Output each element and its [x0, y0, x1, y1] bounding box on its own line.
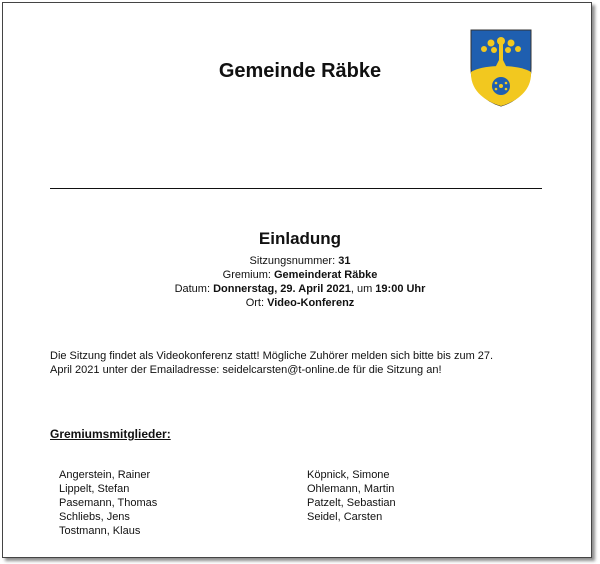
list-item: Schliebs, Jens — [59, 511, 130, 523]
place-value: Video-Konferenz — [267, 297, 355, 309]
list-item: Lippelt, Stefan — [59, 483, 130, 495]
list-item: Ohlemann, Martin — [307, 483, 395, 495]
list-item: Köpnick, Simone — [307, 469, 390, 481]
notice-paragraph — [50, 349, 570, 377]
list-item: Angerstein, Rainer — [59, 469, 151, 481]
date-label: Datum: — [174, 283, 214, 295]
place-line — [0, 296, 600, 310]
members-list-left — [59, 468, 157, 538]
session-number-line — [0, 254, 600, 268]
page-title: Gemeinde Räbke — [218, 60, 382, 82]
date-value: Donnerstag, 29. April 2021 — [213, 283, 351, 295]
list-item: Seidel, Carsten — [307, 511, 383, 523]
place-label: Ort: — [245, 297, 268, 309]
notice-line-2: April 2021 unter der Emailadresse: seidelcarsten@t-online.de für die Sitzung an! — [50, 364, 442, 376]
notice-line-1: Die Sitzung findet als Videokonferenz statt! Mögliche Zuhörer melden sich bitte bis zum 27. — [50, 350, 494, 362]
meeting-details — [0, 254, 600, 310]
session-label: Sitzungsnummer: — [249, 255, 339, 267]
time-value: 19:00 Uhr — [375, 283, 426, 295]
body-line — [0, 268, 600, 282]
body-label: Gremium: — [222, 269, 274, 281]
invitation-heading: Einladung — [258, 229, 342, 248]
list-item: Pasemann, Thomas — [59, 497, 158, 509]
list-item: Patzelt, Sebastian — [307, 497, 396, 509]
body-value: Gemeinderat Räbke — [274, 269, 378, 281]
members-heading: Gremiumsmitglieder: — [50, 427, 171, 441]
time-prefix: , um — [350, 283, 376, 295]
list-item: Tostmann, Klaus — [59, 525, 141, 537]
divider-line — [50, 188, 542, 189]
coat-of-arms-icon — [469, 28, 533, 108]
date-line — [0, 282, 600, 296]
members-list-right — [307, 468, 396, 524]
session-value: 31 — [338, 255, 351, 267]
